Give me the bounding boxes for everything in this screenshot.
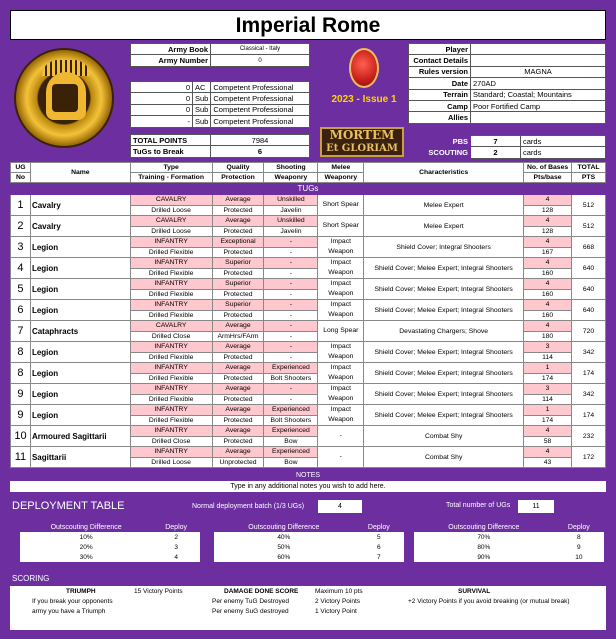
- unit-protection: Unprotected: [212, 457, 264, 468]
- unit-type: INFANTRY: [130, 384, 212, 395]
- unit-characteristics: Combat Shy: [364, 447, 524, 468]
- unit-protection: Protected: [212, 394, 264, 405]
- unit-weaponry: Javelin: [264, 226, 318, 237]
- pbs-value: 7: [471, 136, 521, 147]
- unit-row: [11, 258, 606, 269]
- unit-shooting: Unskilled: [264, 195, 318, 206]
- serpent-emblem-icon: [349, 48, 379, 88]
- unit-training: Drilled Flexible: [130, 394, 212, 405]
- deploy-row: 30% 4: [20, 552, 200, 562]
- unit-characteristics: Shield Cover; Melee Expert; Integral Shooters: [364, 384, 524, 405]
- scouting-label: SCOUTING: [409, 147, 471, 158]
- unit-characteristics: Shield Cover; Melee Expert; Integral Shooters: [364, 363, 524, 384]
- commander-row: - Sub Competent Professional: [131, 116, 310, 127]
- unit-melee: Impact Weapon: [318, 384, 364, 405]
- issue-label: 2023 - Issue 1: [331, 94, 397, 105]
- unit-pts-per-base: 167: [524, 247, 572, 258]
- unit-row: [11, 426, 606, 437]
- unit-quality: Average: [212, 195, 264, 206]
- unit-type: INFANTRY: [130, 258, 212, 269]
- unit-row: [11, 405, 606, 416]
- unit-type: INFANTRY: [130, 237, 212, 248]
- unit-type: INFANTRY: [130, 300, 212, 311]
- deploy-row: 80% 9: [414, 542, 604, 552]
- unit-bases: 3: [524, 384, 572, 395]
- unit-name: Legion: [30, 279, 130, 300]
- unit-melee: -: [318, 447, 364, 468]
- total-points-value: 7984: [211, 135, 310, 146]
- unit-shooting: -: [264, 279, 318, 290]
- unit-quality: Average: [212, 447, 264, 458]
- total-ugs-value: 11: [518, 500, 554, 513]
- unit-characteristics: Melee Expert: [364, 195, 524, 216]
- army-number-label: Army Number: [131, 55, 211, 66]
- unit-protection: Protected: [212, 205, 264, 216]
- unit-total: 342: [572, 384, 606, 405]
- unit-number: 4: [11, 258, 31, 279]
- unit-name: Cataphracts: [30, 321, 130, 342]
- scouting-value: 2: [471, 147, 521, 158]
- pbs-scouting-table: [408, 135, 606, 159]
- unit-row: [11, 195, 606, 206]
- damage-label: DAMAGE DONE SCORE: [224, 588, 299, 595]
- unit-bases: 4: [524, 216, 572, 227]
- unit-melee: Impact Weapon: [318, 300, 364, 321]
- unit-pts-per-base: 160: [524, 289, 572, 300]
- scoring-section: [10, 574, 606, 632]
- unit-row: [11, 300, 606, 311]
- unit-type: CAVALRY: [130, 321, 212, 332]
- deploy-header: Outscouting Difference Deploy: [414, 522, 604, 532]
- unit-total: 668: [572, 237, 606, 258]
- info-row: Contact Details: [409, 55, 606, 66]
- unit-training: Drilled Flexible: [130, 247, 212, 258]
- unit-name: Legion: [30, 342, 130, 363]
- unit-characteristics: Shield Cover; Melee Expert; Integral Shooters: [364, 279, 524, 300]
- unit-quality: Superior: [212, 300, 264, 311]
- total-points-label: TOTAL POINTS: [131, 135, 211, 146]
- pbs-unit: cards: [521, 136, 606, 147]
- triumph-points: 15 Victory Points: [134, 588, 183, 595]
- deploy-table-1: [20, 522, 200, 562]
- unit-row: [11, 447, 606, 458]
- batch-label: Normal deployment batch (1/3 UGs): [192, 503, 305, 510]
- unit-weaponry: -: [264, 268, 318, 279]
- unit-protection: Protected: [212, 247, 264, 258]
- unit-shooting: -: [264, 300, 318, 311]
- damage-tug-points: 2 Victory Points: [315, 598, 361, 605]
- unit-training: Drilled Flexible: [130, 289, 212, 300]
- deploy-row: 40% 5: [214, 532, 404, 542]
- unit-characteristics: Devastating Chargers; Shove: [364, 321, 524, 342]
- unit-bases: 4: [524, 237, 572, 248]
- unit-quality: Average: [212, 216, 264, 227]
- tugs-section-header: TUGs: [11, 183, 606, 195]
- unit-shooting: Experienced: [264, 426, 318, 437]
- unit-total: 640: [572, 300, 606, 321]
- unit-shooting: -: [264, 237, 318, 248]
- unit-pts-per-base: 180: [524, 331, 572, 342]
- unit-bases: 1: [524, 405, 572, 416]
- unit-pts-per-base: 58: [524, 436, 572, 447]
- unit-characteristics: Shield Cover; Melee Expert; Integral Shooters: [364, 258, 524, 279]
- unit-training: Drilled Flexible: [130, 310, 212, 321]
- unit-weaponry: Bolt Shooters: [264, 415, 318, 426]
- unit-type: INFANTRY: [130, 279, 212, 290]
- unit-number: 10: [11, 426, 31, 447]
- unit-total: 174: [572, 405, 606, 426]
- unit-weaponry: -: [264, 310, 318, 321]
- survival-desc: +2 Victory Points if you avoid breaking (or mutual break): [408, 598, 570, 605]
- info-row: Rules version MAGNA: [409, 66, 606, 77]
- units-table: UG Name Type Quality Shooting Melee Characteristics No. of Bases TOTAL No Training - Formation Protection Weaponry Weaponry Pts/base PTS TUGs 1 Cavalry CAVALRY Average Unskilled Short Spear Melee Expert 4 512 Drilled Loose Protected Javelin 128 2 Cavalry CAVALRY Average Unskilled Short Spear Melee Expert 4 512 Drilled Loose Protected Javelin 128 3 Legion INFANTRY Exceptional - Impact Weapon Shield Cover; Integral Shooters 4 668 Drilled Flexible Protected - 167 4 Legion INFANTRY Superior - Impact Weapon Shield Cover; Melee Expert; Integral Shooters 4 640 Drilled Flexible Protected - 160 5 Legion INFANTRY Superior - Impact Weapon Shield Cover; Melee Expert; Integral Shooters 4 640 Drilled Flexible Protected - 160 6 Legion INFANTRY Superior - Impact Weapon Shield Cover; Melee Expert; Integral Shooters 4 640 Drilled Flexible Protected - 160 7 Cataphracts CAVALRY Average - Long Spear Devastating Chargers; Shove 4 720 Drilled Close ArmHrs/FArm - 180 8 Legion INFANTRY Average - Impact Weapon Shield Cover; Melee Expert; Integral Shooters 3 342 Drilled Flexible Protected - 114 8 Legion INFANTRY Average Experienced Impact Weapon Shield Cover; Melee Expert; Integral Shooters 1 174 Drilled Flexible Protected Bolt Shooters 174 9 Legion INFANTRY Average - Impact Weapon Shield Cover; Melee Expert; Integral Shooters 3 342 Drilled Flexible Protected - 114 9 Legion INFANTRY Average Experienced Impact Weapon Shield Cover; Melee Expert; Integral Shooters 1 174 Drilled Flexible Protected Bolt Shooters 174 10 Armoured Sagittarii INFANTRY Average Experienced - Combat Shy 4 232 Drilled Close Protected Bow 58 11 Sagittarii INFANTRY Average Experienced - Combat Shy 4 172 Drilled Loose Unprotected Bow 43: [10, 162, 606, 468]
- unit-row: [11, 279, 606, 290]
- unit-name: Sagittarii: [30, 447, 130, 468]
- unit-shooting: Experienced: [264, 447, 318, 458]
- damage-tug: Per enemy TuG Destroyed: [212, 598, 289, 605]
- damage-max: Maximum 10 pts: [315, 588, 363, 595]
- unit-quality: Superior: [212, 279, 264, 290]
- unit-protection: Protected: [212, 226, 264, 237]
- page-title: Imperial Rome: [10, 10, 606, 40]
- unit-type: CAVALRY: [130, 195, 212, 206]
- unit-bases: 4: [524, 195, 572, 206]
- unit-bases: 4: [524, 447, 572, 458]
- unit-quality: Exceptional: [212, 237, 264, 248]
- points-table: [130, 134, 310, 158]
- notes-section: [10, 470, 606, 492]
- deploy-row: 90% 10: [414, 552, 604, 562]
- unit-bases: 4: [524, 279, 572, 290]
- unit-name: Legion: [30, 258, 130, 279]
- unit-pts-per-base: 160: [524, 268, 572, 279]
- batch-value: 4: [318, 500, 362, 513]
- total-ugs-label: Total number of UGs: [446, 502, 511, 509]
- unit-row: [11, 321, 606, 332]
- tugs-to-break-label: TuGs to Break: [131, 146, 211, 157]
- unit-characteristics: Shield Cover; Melee Expert; Integral Shooters: [364, 405, 524, 426]
- unit-number: 8: [11, 363, 31, 384]
- unit-row: [11, 342, 606, 353]
- unit-shooting: Experienced: [264, 405, 318, 416]
- unit-training: Drilled Loose: [130, 226, 212, 237]
- unit-total: 512: [572, 195, 606, 216]
- unit-name: Legion: [30, 363, 130, 384]
- unit-characteristics: Combat Shy: [364, 426, 524, 447]
- unit-shooting: -: [264, 258, 318, 269]
- unit-weaponry: -: [264, 331, 318, 342]
- triumph-desc-1: If you break your opponents: [32, 598, 113, 605]
- unit-bases: 4: [524, 258, 572, 269]
- unit-pts-per-base: 43: [524, 457, 572, 468]
- unit-quality: Average: [212, 342, 264, 353]
- info-row: Camp Poor Fortified Camp: [409, 100, 606, 111]
- unit-quality: Superior: [212, 258, 264, 269]
- unit-pts-per-base: 174: [524, 373, 572, 384]
- info-row: Player: [409, 44, 606, 55]
- unit-training: Drilled Close: [130, 331, 212, 342]
- unit-row: [11, 237, 606, 248]
- deploy-header: Outscouting Difference Deploy: [20, 522, 200, 532]
- unit-weaponry: -: [264, 247, 318, 258]
- army-book-value[interactable]: Classical - Italy: [211, 44, 310, 55]
- unit-total: 720: [572, 321, 606, 342]
- unit-melee: Short Spear: [318, 195, 364, 216]
- unit-shooting: -: [264, 342, 318, 353]
- unit-type: INFANTRY: [130, 447, 212, 458]
- unit-bases: 4: [524, 300, 572, 311]
- deployment-title: DEPLOYMENT TABLE: [12, 500, 125, 512]
- unit-type: INFANTRY: [130, 363, 212, 374]
- deploy-row: 10% 2: [20, 532, 200, 542]
- unit-training: Drilled Flexible: [130, 415, 212, 426]
- unit-total: 232: [572, 426, 606, 447]
- info-row: Date 270AD: [409, 78, 606, 89]
- unit-pts-per-base: 128: [524, 205, 572, 216]
- unit-melee: Impact Weapon: [318, 405, 364, 426]
- unit-name: Legion: [30, 405, 130, 426]
- deploy-header: Outscouting Difference Deploy: [214, 522, 404, 532]
- unit-melee: Impact Weapon: [318, 237, 364, 258]
- roman-helmet-logo: [14, 48, 114, 148]
- unit-total: 174: [572, 363, 606, 384]
- unit-name: Legion: [30, 237, 130, 258]
- unit-number: 11: [11, 447, 31, 468]
- unit-type: CAVALRY: [130, 216, 212, 227]
- unit-shooting: Unskilled: [264, 216, 318, 227]
- unit-bases: 3: [524, 342, 572, 353]
- unit-bases: 4: [524, 426, 572, 437]
- deploy-table-2: [214, 522, 404, 562]
- unit-protection: Protected: [212, 268, 264, 279]
- triumph-desc-2: army you have a Triumph: [32, 608, 106, 615]
- unit-total: 640: [572, 258, 606, 279]
- unit-number: 9: [11, 405, 31, 426]
- damage-sug-points: 1 Victory Point: [315, 608, 357, 615]
- unit-number: 1: [11, 195, 31, 216]
- unit-quality: Average: [212, 384, 264, 395]
- mortem-et-gloriam-logo: MORTEM Et GLORIAM: [320, 127, 404, 157]
- unit-weaponry: Bow: [264, 436, 318, 447]
- unit-protection: Protected: [212, 310, 264, 321]
- unit-shooting: Experienced: [264, 363, 318, 374]
- unit-total: 640: [572, 279, 606, 300]
- unit-protection: Protected: [212, 373, 264, 384]
- unit-weaponry: -: [264, 394, 318, 405]
- unit-pts-per-base: 160: [524, 310, 572, 321]
- unit-melee: Impact Weapon: [318, 279, 364, 300]
- unit-melee: Long Spear: [318, 321, 364, 342]
- unit-protection: ArmHrs/FArm: [212, 331, 264, 342]
- unit-protection: Protected: [212, 289, 264, 300]
- commander-table: [130, 81, 310, 128]
- deploy-row: 50% 6: [214, 542, 404, 552]
- unit-melee: Impact Weapon: [318, 342, 364, 363]
- unit-training: Drilled Flexible: [130, 268, 212, 279]
- unit-melee: Impact Weapon: [318, 258, 364, 279]
- unit-type: INFANTRY: [130, 405, 212, 416]
- unit-shooting: -: [264, 321, 318, 332]
- unit-total: 172: [572, 447, 606, 468]
- unit-number: 2: [11, 216, 31, 237]
- commander-row: 0 Sub Competent Professional: [131, 104, 310, 115]
- commander-row: 0 AC Competent Professional: [131, 82, 310, 93]
- unit-type: INFANTRY: [130, 342, 212, 353]
- unit-training: Drilled Loose: [130, 457, 212, 468]
- unit-weaponry: Bolt Shooters: [264, 373, 318, 384]
- commander-row: 0 Sub Competent Professional: [131, 93, 310, 104]
- unit-protection: Protected: [212, 352, 264, 363]
- unit-row: [11, 363, 606, 374]
- unit-quality: Average: [212, 405, 264, 416]
- unit-quality: Average: [212, 363, 264, 374]
- unit-characteristics: Shield Cover; Integral Shooters: [364, 237, 524, 258]
- unit-weaponry: Bow: [264, 457, 318, 468]
- notes-input[interactable]: Type in any additional notes you wish to add here.: [10, 481, 606, 492]
- army-book-label: Army Book: [131, 44, 211, 55]
- unit-quality: Average: [212, 426, 264, 437]
- unit-number: 6: [11, 300, 31, 321]
- scouting-unit: cards: [521, 147, 606, 158]
- deploy-row: 60% 7: [214, 552, 404, 562]
- unit-characteristics: Shield Cover; Melee Expert; Integral Shooters: [364, 342, 524, 363]
- unit-melee: -: [318, 426, 364, 447]
- unit-pts-per-base: 114: [524, 394, 572, 405]
- unit-number: 8: [11, 342, 31, 363]
- unit-protection: Protected: [212, 415, 264, 426]
- unit-bases: 4: [524, 321, 572, 332]
- triumph-label: TRIUMPH: [66, 588, 96, 595]
- unit-weaponry: Javelin: [264, 205, 318, 216]
- unit-protection: Protected: [212, 436, 264, 447]
- unit-pts-per-base: 114: [524, 352, 572, 363]
- info-row: Terrain Standard; Coastal; Mountains: [409, 89, 606, 100]
- unit-number: 9: [11, 384, 31, 405]
- unit-name: Armoured Sagittarii: [30, 426, 130, 447]
- scoring-title: SCORING: [12, 574, 50, 583]
- damage-sug: Per enemy SuG destroyed: [212, 608, 289, 615]
- unit-row: [11, 384, 606, 395]
- army-number-value[interactable]: 0: [211, 55, 310, 66]
- notes-header: NOTES: [10, 470, 606, 481]
- unit-number: 7: [11, 321, 31, 342]
- unit-name: Legion: [30, 384, 130, 405]
- unit-shooting: -: [264, 384, 318, 395]
- pbs-label: PBS: [409, 136, 471, 147]
- unit-pts-per-base: 128: [524, 226, 572, 237]
- unit-melee: Short Spear: [318, 216, 364, 237]
- tugs-to-break-value: 6: [211, 146, 310, 157]
- unit-training: Drilled Flexible: [130, 373, 212, 384]
- unit-total: 342: [572, 342, 606, 363]
- unit-characteristics: Melee Expert: [364, 216, 524, 237]
- unit-characteristics: Shield Cover; Melee Expert; Integral Shooters: [364, 300, 524, 321]
- unit-weaponry: -: [264, 352, 318, 363]
- unit-melee: Impact Weapon: [318, 363, 364, 384]
- deploy-table-3: [414, 522, 604, 562]
- unit-type: INFANTRY: [130, 426, 212, 437]
- deploy-row: 70% 8: [414, 532, 604, 542]
- unit-weaponry: -: [264, 289, 318, 300]
- info-row: Allies: [409, 112, 606, 123]
- unit-quality: Average: [212, 321, 264, 332]
- unit-name: Cavalry: [30, 195, 130, 216]
- unit-training: Drilled Loose: [130, 205, 212, 216]
- unit-name: Legion: [30, 300, 130, 321]
- unit-total: 512: [572, 216, 606, 237]
- unit-number: 3: [11, 237, 31, 258]
- unit-pts-per-base: 174: [524, 415, 572, 426]
- deploy-row: 20% 3: [20, 542, 200, 552]
- unit-training: Drilled Flexible: [130, 352, 212, 363]
- right-info-table: [408, 43, 606, 124]
- unit-number: 5: [11, 279, 31, 300]
- unit-name: Cavalry: [30, 216, 130, 237]
- unit-bases: 1: [524, 363, 572, 374]
- army-info-table: [130, 43, 310, 67]
- unit-row: [11, 216, 606, 227]
- survival-label: SURVIVAL: [458, 588, 491, 595]
- unit-training: Drilled Close: [130, 436, 212, 447]
